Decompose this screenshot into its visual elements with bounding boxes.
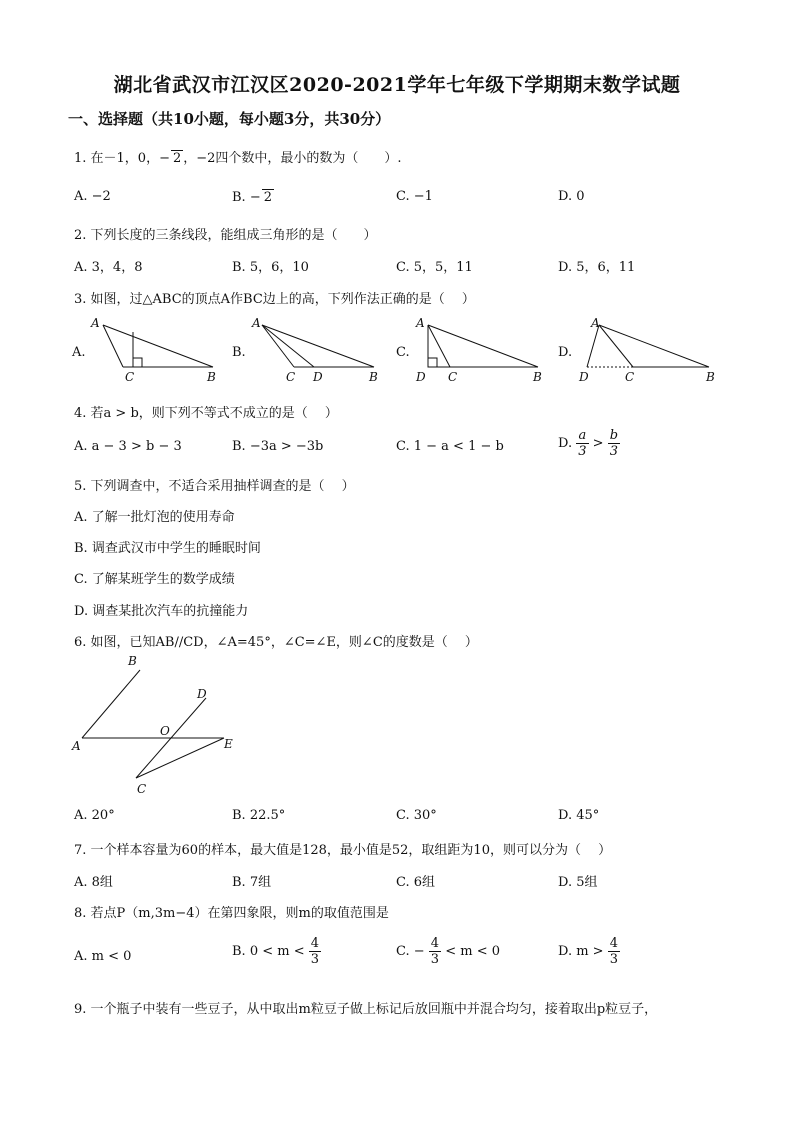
q8-option-c-num: 4: [430, 936, 440, 951]
q1-option-b-label: B. −: [232, 190, 261, 205]
q8-option-b-den: 3: [310, 952, 320, 967]
q3c-vertex-d: D: [416, 370, 426, 384]
q3d-vertex-d: D: [579, 370, 589, 384]
q4-option-d: [558, 428, 620, 459]
question-6-stem: 6. 如图，已知AB//CD，∠A=45°，∠C=∠E，则∠C的度数是（ ）: [74, 635, 478, 650]
q4-fraction-a: [576, 428, 588, 459]
q6-option-a: A. 20°: [74, 808, 115, 823]
q8-option-c-fraction: [429, 936, 441, 967]
q3-option-a-label: A.: [72, 345, 86, 360]
q1-option-b-sqrt: 2: [263, 190, 272, 205]
q4-option-a: A. a − 3 > b − 3: [74, 439, 182, 454]
q8-option-d-num: 4: [609, 936, 618, 951]
q3a-vertex-a: A: [91, 316, 100, 330]
q3-figure-a: [85, 315, 225, 385]
q6-point-b: B: [128, 654, 137, 668]
q4-fraction-b-den: 3: [609, 444, 618, 459]
q3-option-c-label: C.: [396, 345, 410, 360]
q8-option-d-den: 3: [609, 952, 618, 967]
question-4-stem: 4. 若a > b，则下列不等式不成立的是（ ）: [74, 406, 338, 421]
q6-point-c: C: [137, 782, 147, 796]
q7-option-b: B. 7组: [232, 875, 272, 890]
q4-option-b: B. −3a > −3b: [232, 439, 324, 454]
q3d-vertex-a: A: [591, 316, 600, 330]
q1-option-a: A. −2: [74, 189, 111, 204]
q8-option-d: [558, 936, 620, 967]
q6-figure: [70, 650, 250, 800]
q3-figure-c: [410, 315, 550, 385]
q8-option-d-label: D. m >: [558, 944, 604, 959]
q8-option-b-num: 4: [310, 936, 320, 951]
question-2-stem: 2. 下列长度的三条线段，能组成三角形的是（ ）: [74, 228, 377, 243]
q7-option-a: A. 8组: [74, 875, 113, 890]
q3-figure-d: [575, 315, 723, 385]
q4-option-d-label: D.: [558, 436, 573, 451]
q3-option-d-label: D.: [558, 345, 573, 360]
q8-option-c-label: C. −: [396, 944, 425, 959]
q3c-vertex-c: C: [448, 370, 458, 384]
q4-fraction-b-num: b: [609, 428, 619, 443]
q6-point-a: A: [72, 739, 81, 753]
q8-option-b: [232, 936, 321, 967]
q1-option-b: [232, 189, 274, 205]
question-9-stem: 9. 一个瓶子中装有一些豆子，从中取出m粒豆子做上标记后放回瓶中并混合均匀，接着取出p粒豆子，: [74, 1002, 658, 1017]
q1-stem-part-a: 1. 在－1，0，: [74, 151, 160, 166]
q5-option-a: A. 了解一批灯泡的使用寿命: [74, 510, 235, 525]
q4-fraction-b: [608, 428, 620, 459]
question-7-stem: 7. 一个样本容量为60的样本，最大值是128，最小值是52，取组距为10，则可以分为（ ）: [74, 843, 612, 858]
q7-option-d: D. 5组: [558, 875, 598, 890]
q3b-vertex-a: A: [252, 316, 261, 330]
question-3-stem: 3. 如图，过△ABC的顶点A作BC边上的高，下列作法正确的是（ ）: [74, 292, 475, 307]
q6-option-b: B. 22.5°: [232, 808, 286, 823]
q3c-vertex-a: A: [416, 316, 425, 330]
q2-option-b: B. 5，6，10: [232, 260, 309, 275]
q3d-vertex-c: C: [625, 370, 635, 384]
q6-point-e: E: [224, 737, 233, 751]
q3c-vertex-b: B: [533, 370, 542, 384]
q2-option-a: A. 3，4，8: [74, 260, 143, 275]
q4-fraction-a-den: 3: [578, 444, 587, 459]
section-heading: 一、选择题（共10小题，每小题3分，共30分）: [68, 110, 391, 128]
q5-option-d: D. 调查某批次汽车的抗撞能力: [74, 604, 249, 619]
q3b-vertex-c: C: [286, 370, 296, 384]
question-1-stem: [74, 147, 402, 166]
page-title: 湖北省武汉市江汉区2020-2021学年七年级下学期期末数学试题: [113, 74, 681, 96]
q7-option-c: C. 6组: [396, 875, 436, 890]
q3b-vertex-d: D: [313, 370, 323, 384]
q8-option-a: A. m < 0: [74, 949, 132, 964]
q6-point-d: D: [197, 687, 207, 701]
q4-fraction-a-num: a: [576, 428, 588, 444]
q1-stem-part-b: ，−2四个数中，最小的数为（ ）.: [183, 151, 402, 166]
q3a-vertex-c: C: [125, 370, 135, 384]
q5-option-b: B. 调查武汉市中学生的睡眠时间: [74, 541, 261, 556]
q1-option-d: D. 0: [558, 189, 585, 204]
q6-option-d: D. 45°: [558, 808, 600, 823]
q6-option-c: C. 30°: [396, 808, 437, 823]
q3d-vertex-b: B: [706, 370, 715, 384]
q3b-vertex-b: B: [369, 370, 378, 384]
q3-figure-b: [248, 315, 388, 385]
q3-option-b-label: B.: [232, 345, 246, 360]
q3a-vertex-b: B: [207, 370, 216, 384]
q2-option-c: C. 5，5，11: [396, 260, 473, 275]
q2-option-d: D. 5，6，11: [558, 260, 636, 275]
q6-point-o: O: [160, 724, 170, 738]
q8-option-b-label: B. 0 < m <: [232, 944, 305, 959]
question-5-stem: 5. 下列调查中，不适合采用抽样调查的是（ ）: [74, 479, 355, 494]
question-8-stem: 8. 若点P（m,3m−4）在第四象限，则m的取值范围是: [74, 906, 389, 921]
q8-option-b-fraction: [309, 936, 321, 967]
q8-option-c-den: 3: [430, 952, 440, 967]
q1-neg-sign: −: [159, 151, 170, 166]
q8-option-d-fraction: [608, 936, 620, 967]
q8-option-c: [396, 936, 500, 967]
q5-option-c: C. 了解某班学生的数学成绩: [74, 572, 235, 587]
q1-sqrt-value: 2: [172, 151, 182, 166]
q4-operator: >: [592, 436, 604, 451]
q4-option-c: C. 1 − a < 1 − b: [396, 439, 504, 454]
q1-option-c: C. −1: [396, 189, 433, 204]
q8-option-c-tail: < m < 0: [445, 944, 500, 959]
